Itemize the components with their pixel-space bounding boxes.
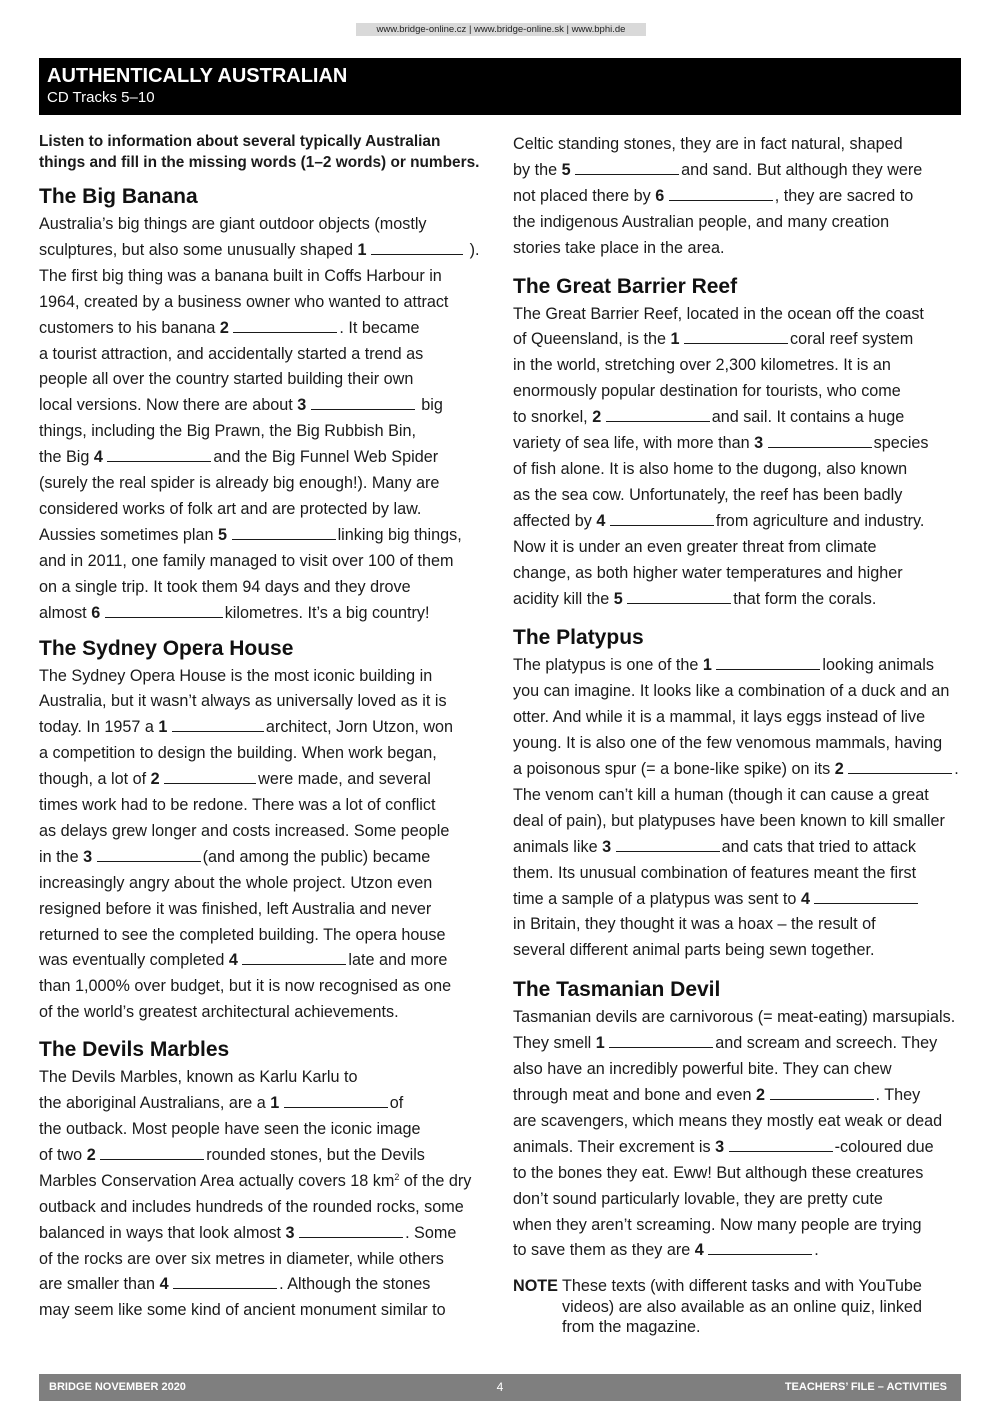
blank-input[interactable] xyxy=(606,407,710,422)
blank-input[interactable] xyxy=(575,160,679,175)
blank-input[interactable] xyxy=(242,950,346,965)
blank-input[interactable] xyxy=(107,447,211,462)
right-column xyxy=(513,132,963,1338)
blank-input[interactable] xyxy=(669,186,773,201)
blank-input[interactable] xyxy=(97,847,201,862)
blank-input[interactable] xyxy=(616,837,720,852)
note-text: These texts (with different tasks and with YouTube videos) are also available as an online quiz, linked from the magazine. xyxy=(562,1277,922,1337)
footer-section: TEACHERS’ FILE – ACTIVITIES xyxy=(784,1381,947,1393)
blank-input[interactable] xyxy=(164,769,256,784)
blank-input[interactable] xyxy=(768,433,872,448)
blank-input[interactable] xyxy=(371,240,463,255)
devils-marbles-text: The Devils Marbles, known as Karlu Karlu to the aboriginal Australians, are a 1 of the outback. Most people have seen the iconic image of two 2 rounded stones, but the Devils Marbles Conservation Area actually covers 18 $km^2$ of the dry outback and includes hundreds of the rounded rocks, some balanced in ways that look almost 3 . Some of the rocks are over six metres in diameter, while others are smaller than 4 . Although the stones may seem like some kind of ancient monument similar to xyxy=(39,1068,472,1320)
footer-issue: BRIDGE NOVEMBER 2020 xyxy=(49,1381,186,1393)
note-box xyxy=(513,1276,963,1338)
reef-text: The Great Barrier Reef, located in the ocean off the coast of Queensland, is the 1 coral reef system in the world, stretching over 2,300 kilometres. It is an enormously popular destination for tourists, who come to snorkel, 2 and sail. It contains a huge variety of sea life, with more than 3 species of fish alone. It is also home to the dugong, also known as the sea cow. Unfortunately, the reef has been badly affected by 4 from agriculture and industry. Now it is under an even greater threat from climate change, as both higher water temperatures and higher acidity kill the 5 that form the corals. xyxy=(513,304,929,608)
title-banner xyxy=(39,58,961,115)
opera-house-text: The Sydney Opera House is the most iconic building in Australia, but it wasn’t always as universally loved as it is today. In 1957 a 1 architect, Jorn Utzon, won a competition to design the building. When work began, though, a lot of 2 were made, and several times work had to be redone. There was a lot of conflict as delays grew longer and costs increased. Some people in the 3 (and among the public) became increasingly angry about the whole project. Utzon even resigned before it was finished, left Australia and never returned to see the completed building. The opera house was eventually completed 4 late and more than 1,000% over budget, but it is now recognised as one of the world’s greatest architectural achievements. xyxy=(39,666,454,1022)
blank-input[interactable] xyxy=(609,1033,713,1048)
note-label: NOTE xyxy=(513,1277,558,1296)
heading-devils-marbles: The Devils Marbles xyxy=(39,1038,230,1062)
blank-input[interactable] xyxy=(814,889,918,904)
blank-input[interactable] xyxy=(848,759,952,774)
blank-input[interactable] xyxy=(233,318,337,333)
page-number: 4 xyxy=(496,1380,504,1394)
big-banana-text: Australia’s big things are giant outdoor objects (mostly sculptures, but also some unusually shaped 1 ). The first big thing was a banana built in Coffs Harbour in 1964, created by a business owner who wanted to attract customers to his banana 2 . It became a tourist attraction, and accidentally started a trend as people all over the country started building their own local versions. Now there are about 3 big things, including the Big Prawn, the Big Rubbish Bin, the Big 4 and the Big Funnel Web Spider (surely the real spider is already big enough!). Many are considered works of folk art and are protected by law. Aussies sometimes plan 5 linking big things, and in 2011, one family managed to visit over 100 of them on a single trip. It took them 94 days and they drove almost 6 kilometres. It’s a big country! xyxy=(39,215,480,622)
header-urls: www.bridge-online.cz | www.bridge-online.sk | www.bphi.de xyxy=(356,23,646,36)
page-footer xyxy=(39,1374,961,1401)
page-title: AUTHENTICALLY AUSTRALIAN xyxy=(47,65,348,87)
blank-input[interactable] xyxy=(708,1240,812,1255)
tasmanian-devil-text: Tasmanian devils are carnivorous (= meat-eating) marsupials. They smell 1 and scream and screech. They also have an incredibly powerful bite. They can chew through meat and bone and even 2 . They are scavengers, which means they mostly eat weak or dead animals. Their excrement is 3 -coloured due to the bones they eat. Eww! But although these creatures don’t sound particularly lovable, they are pretty cute when they aren’t screaming. Now many people are trying to save them as they are 4 . xyxy=(513,1008,956,1260)
blank-input[interactable] xyxy=(729,1137,833,1152)
blank-input[interactable] xyxy=(299,1223,403,1238)
heading-platypus: The Platypus xyxy=(513,626,644,650)
blank-input[interactable] xyxy=(610,511,714,526)
blank-input[interactable] xyxy=(172,717,264,732)
heading-great-barrier-reef: The Great Barrier Reef xyxy=(513,274,738,298)
blank-input[interactable] xyxy=(232,525,336,540)
blank-input[interactable] xyxy=(173,1274,277,1289)
blank-input[interactable] xyxy=(716,655,820,670)
blank-input[interactable] xyxy=(284,1093,388,1108)
blank-input[interactable] xyxy=(105,603,223,618)
devils-marbles-text-continued: Celtic standing stones, they are in fact natural, shaped by the 5 and sand. But although they were not placed there by 6 , they are sacred to the indigenous Australian people, and many creation stories take place in the area. xyxy=(513,135,923,257)
heading-big-banana: The Big Banana xyxy=(39,185,198,208)
page-subtitle: CD Tracks 5–10 xyxy=(47,89,155,106)
heading-tasmanian-devil: The Tasmanian Devil xyxy=(513,978,721,1002)
heading-opera-house: The Sydney Opera House xyxy=(39,636,294,660)
platypus-text: The platypus is one of the 1 looking animals you can imagine. It looks like a combination of a duck and an otter. And while it is a mammal, it lays eggs instead of live young. It is also one of the few venomous mammals, having a poisonous spur (= a bone-like spike) on its 2 . The venom can’t kill a human (though it can cause a great deal of pain), but platypuses have been known to kill smaller animals like 3 and cats that tried to attack them. Its unusual combination of features meant the first time a sample of a platypus was sent to 4 in Britain, they thought it was a hoax – the result of several different animal parts being sewn together. xyxy=(513,656,959,960)
blank-input[interactable] xyxy=(627,589,731,604)
left-column xyxy=(39,132,491,1324)
blank-input[interactable] xyxy=(770,1085,874,1100)
blank-input[interactable] xyxy=(684,329,788,344)
instructions: Listen to information about several typically Australian things and fill in the missing words (1–2 words) or numbers. xyxy=(39,133,480,171)
blank-input[interactable] xyxy=(311,395,415,410)
blank-input[interactable] xyxy=(100,1145,204,1160)
